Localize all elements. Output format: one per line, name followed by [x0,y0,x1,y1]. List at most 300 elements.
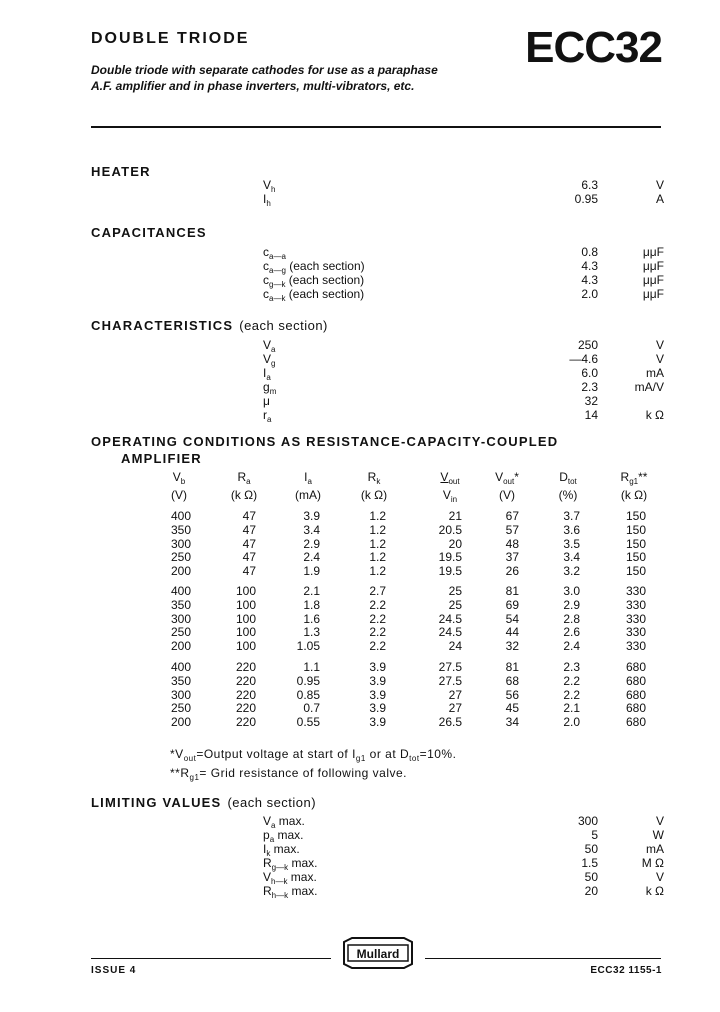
column-header [149,470,209,484]
table-cell: 1.2 [369,564,386,579]
table-cell: 26.5 [438,715,462,730]
table-cell: 3.9 [369,673,386,688]
capacitance-value: 4.3 [581,273,598,287]
limiting-heading [91,795,316,810]
table-cell: 400 [170,584,191,598]
note1-b: =Output voltage at start of I [196,747,356,761]
table-cell: 100 [235,597,256,612]
symbol-suffix: max. [275,814,305,828]
mullard-logo [338,934,418,972]
table-cell: 2.9 [303,536,320,551]
table-cell: 32 [505,639,519,654]
symbol-letter: V [263,338,272,352]
heater-value: 0.95 [574,192,598,206]
column-subscript: a [246,477,251,486]
limiting-unit: V [655,814,664,828]
column-header [538,470,598,484]
note2-b: = Grid resistance of following valve. [199,766,408,780]
symbol-subscript: a [266,373,271,382]
table-cell: 1.05 [296,639,320,654]
logo-text: Mullard [356,947,400,961]
issue-label: ISSUE 4 [91,965,137,976]
table-cell: 67 [505,509,519,523]
table-cell: 680 [625,701,646,716]
capacitance-row [0,273,720,287]
table-cell: 1.1 [303,660,320,674]
symbol-subscript: g—k [271,863,289,872]
table-cell: 25 [448,597,462,612]
characteristic-unit: V [655,352,664,366]
limiting-row [0,870,720,884]
capacitance-symbol [263,245,286,259]
column-unit [278,488,338,502]
column-subscript: b [180,477,186,486]
characteristic-unit: mA [646,366,664,380]
limiting-value: 5 [591,828,598,842]
capacitances-heading: CAPACITANCES [91,225,207,240]
table-cell: 150 [625,522,646,537]
symbol-subscript: a [267,415,272,424]
table-cell: 250 [170,625,191,640]
table-cell: 350 [170,522,191,537]
table-cell: 19.5 [438,550,462,565]
table-cell: 350 [170,597,191,612]
limiting-value: 50 [584,842,598,856]
table-cell: 1.2 [369,522,386,537]
limiting-value: 300 [577,814,598,828]
note1-sub2: g1 [355,754,366,763]
table-cell: 220 [235,673,256,688]
column-subscript: tot [567,477,577,486]
characteristic-value: 250 [577,338,598,352]
table-row [0,639,720,653]
column-unit [420,488,480,502]
table-cell: 400 [170,660,191,674]
table-row [0,564,720,578]
capacitance-unit: μμF [642,273,664,287]
table-cell: 2.4 [303,550,320,565]
table-cell: 81 [505,584,519,598]
column-unit-text: (V) [171,488,187,502]
note2-sub: g1 [189,773,200,782]
note1-a: *V [170,747,184,761]
symbol-letter: I [263,366,267,380]
table-cell: 1.6 [303,611,320,626]
document-ref: ECC32 1155-1 [590,965,662,976]
column-unit-text: (%) [558,488,578,502]
characteristic-symbol [263,380,276,394]
symbol-letter: V [263,870,272,884]
table-row [0,715,720,729]
column-header [278,470,338,484]
table-cell: 26 [505,564,519,579]
table-cell: 81 [505,660,519,674]
symbol-suffix: max. [287,870,317,884]
symbol-letter: g [263,380,270,394]
table-cell: 47 [242,564,256,579]
table-cell: 3.9 [369,687,386,702]
symbol-subscript: a—k [269,294,286,303]
table-row [0,537,720,551]
table-cell: 56 [505,687,519,702]
table-cell: 0.85 [296,687,320,702]
limiting-unit: M Ω [641,856,664,870]
page-title: DOUBLE TRIODE [91,30,250,47]
capacitance-value: 4.3 [581,259,598,273]
limiting-unit: k Ω [645,884,664,898]
table-cell: 2.2 [369,639,386,654]
column-mark: ** [638,470,648,484]
table-cell: 100 [235,625,256,640]
capacitance-row [0,287,720,301]
capacitance-value: 0.8 [581,245,598,259]
characteristic-symbol [263,394,270,408]
table-cell: 3.5 [563,536,580,551]
table-cell: 44 [505,625,519,640]
table-row [0,660,720,674]
table-cell: 300 [170,536,191,551]
column-unit [344,488,404,502]
table-cell: 27.5 [438,660,462,674]
column-symbol: R [367,470,377,484]
operating-heading: OPERATING CONDITIONS AS RESISTANCE-CAPACITY-COUPLED [91,434,559,449]
table-row [0,598,720,612]
table-cell: 19.5 [438,564,462,579]
symbol-subscript: a [269,835,275,844]
symbol-letter: μ [263,394,270,408]
symbol-subscript: a [271,821,276,830]
symbol-letter: c [263,245,269,259]
table-row [0,625,720,639]
column-header [214,470,274,484]
symbol-suffix: max. [270,842,300,856]
symbol-subscript: m [269,387,277,396]
table-cell: 2.2 [369,611,386,626]
characteristic-row [0,394,720,408]
header-rule [91,126,661,128]
capacitance-unit: μμF [642,287,664,301]
table-cell: 21 [448,509,462,523]
table-cell: 47 [242,522,256,537]
footer-rule-right [425,958,661,959]
table-cell: 24.5 [438,611,462,626]
table-cell: 680 [625,687,646,702]
column-symbol: D [559,470,568,484]
capacitance-symbol [263,259,365,273]
table-cell: 100 [235,584,256,598]
table-cell: 3.4 [303,522,320,537]
characteristic-row [0,380,720,394]
table-cell: 150 [625,536,646,551]
table-row [0,612,720,626]
table-cell: 150 [625,564,646,579]
characteristic-row [0,338,720,352]
table-cell: 47 [242,509,256,523]
column-unit-text: (k Ω) [360,488,388,502]
table-cell: 200 [170,639,191,654]
table-cell: 25 [448,584,462,598]
column-unit [604,488,664,502]
characteristic-value: 32 [584,394,598,408]
limiting-value: 50 [584,870,598,884]
symbol-suffix: (each section) [285,259,365,273]
column-header [420,470,480,484]
table-cell: 2.3 [563,660,580,674]
limiting-symbol [263,870,317,884]
column-header [477,470,537,484]
table-cell: 68 [505,673,519,688]
table-cell: 1.8 [303,597,320,612]
limiting-value: 1.5 [581,856,598,870]
table-cell: 0.95 [296,673,320,688]
table-cell: 54 [505,611,519,626]
symbol-letter: V [263,352,272,366]
symbol-subscript: h—k [271,877,288,886]
table-cell: 2.9 [563,597,580,612]
table-cell: 2.6 [563,625,580,640]
column-unit [538,488,598,502]
table-cell: 47 [242,536,256,551]
operating-heading-2: AMPLIFIER [121,451,202,466]
limiting-unit: mA [646,842,664,856]
symbol-letter: r [263,408,267,422]
capacitance-row [0,259,720,273]
table-cell: 200 [170,564,191,579]
table-cell: 2.2 [369,597,386,612]
table-cell: 680 [625,673,646,688]
table-cell: 37 [505,550,519,565]
characteristic-row [0,408,720,422]
characteristic-value: 14 [584,408,598,422]
table-cell: 400 [170,509,191,523]
symbol-subscript: k [266,849,271,858]
column-subscript: out [503,477,515,486]
table-cell: 45 [505,701,519,716]
table-cell: 1.9 [303,564,320,579]
limiting-row [0,842,720,856]
limiting-unit: W [652,828,664,842]
characteristic-symbol [263,366,271,380]
table-cell: 2.4 [563,639,580,654]
limiting-subheading: (each section) [227,795,317,810]
heater-symbol [263,178,275,192]
table-row [0,688,720,702]
column-subscript: out [448,477,460,486]
characteristic-symbol [263,408,271,422]
table-cell: 200 [170,715,191,730]
column-unit-text: (mA) [295,488,321,502]
table-cell: 1.3 [303,625,320,640]
table-cell: 2.1 [563,701,580,716]
symbol-subscript: a—a [269,252,286,261]
note-rg1 [170,766,407,780]
heater-value: 6.3 [581,178,598,192]
table-cell: 27 [448,687,462,702]
characteristics-heading [91,318,328,333]
characteristic-row [0,352,720,366]
heater-row [0,178,720,192]
table-cell: 3.9 [303,509,320,523]
table-cell: 220 [235,660,256,674]
column-symbol: V [172,470,181,484]
table-cell: 20.5 [438,522,462,537]
symbol-suffix: max. [288,856,318,870]
characteristic-unit: V [655,338,664,352]
heater-unit: V [655,178,664,192]
symbol-subscript: h [266,199,271,208]
table-cell: 24.5 [438,625,462,640]
symbol-suffix: max. [288,884,318,898]
table-cell: 2.8 [563,611,580,626]
heater-symbol [263,192,271,206]
table-cell: 250 [170,701,191,716]
table-cell: 69 [505,597,519,612]
table-cell: 34 [505,715,519,730]
characteristic-unit: mA/V [634,380,664,394]
symbol-letter: R [263,856,272,870]
column-unit-text: (k Ω) [620,488,648,502]
symbol-letter: c [263,259,269,273]
table-cell: 680 [625,715,646,730]
table-cell: 250 [170,550,191,565]
table-cell: 2.0 [563,715,580,730]
table-cell: 300 [170,687,191,702]
table-cell: 1.2 [369,509,386,523]
table-cell: 300 [170,611,191,626]
note1-d: =10%. [419,747,457,761]
column-symbol: R [237,470,247,484]
table-cell: 330 [625,625,646,640]
column-unit-text: (V) [499,488,515,502]
column-unit-text: V [442,488,451,502]
characteristic-unit: k Ω [645,408,664,422]
column-mark: * [514,470,519,484]
heater-heading: HEATER [91,164,151,179]
table-cell: 2.1 [303,584,320,598]
symbol-letter: V [263,178,272,192]
table-cell: 350 [170,673,191,688]
characteristic-symbol [263,352,275,366]
column-unit-text: (k Ω) [230,488,258,502]
characteristic-value: 2.3 [581,380,598,394]
table-cell: 100 [235,611,256,626]
column-symbol: I [304,470,308,484]
table-cell: 27 [448,701,462,716]
table-row [0,523,720,537]
table-cell: 150 [625,550,646,565]
table-row [0,674,720,688]
limiting-row [0,884,720,898]
table-row [0,584,720,598]
column-subscript: k [376,477,381,486]
note-vout [170,747,456,761]
table-cell: 3.0 [563,584,580,598]
symbol-letter: c [263,287,269,301]
footer-rule-left [91,958,331,959]
table-cell: 0.55 [296,715,320,730]
column-header [604,470,664,484]
symbol-letter: I [263,842,267,856]
symbol-letter: c [263,273,269,287]
table-row [0,550,720,564]
column-subscript: g1 [629,477,639,486]
symbol-letter: R [263,884,272,898]
limiting-row [0,828,720,842]
symbol-subscript: g [271,359,276,368]
table-cell: 0.7 [303,701,320,716]
table-cell: 220 [235,715,256,730]
characteristic-row [0,366,720,380]
table-cell: 24 [448,639,462,654]
column-unit [149,488,209,502]
column-unit [477,488,537,502]
note2-a: **R [170,766,190,780]
limiting-title: LIMITING VALUES [91,795,222,810]
symbol-suffix: (each section) [285,287,365,301]
table-cell: 2.2 [563,673,580,688]
table-row [0,509,720,523]
table-cell: 2.2 [369,625,386,640]
table-cell: 220 [235,701,256,716]
heater-unit: A [655,192,664,206]
column-symbol: R [620,470,630,484]
table-row [0,701,720,715]
limiting-symbol [263,884,317,898]
note1-c: or at D [365,747,410,761]
capacitance-row [0,245,720,259]
table-cell: 3.4 [563,550,580,565]
column-header [344,470,404,484]
table-cell: 330 [625,597,646,612]
table-cell: 3.9 [369,715,386,730]
characteristics-title: CHARACTERISTICS [91,318,234,333]
table-cell: 3.2 [563,564,580,579]
column-subscript: a [307,477,312,486]
capacitance-value: 2.0 [581,287,598,301]
table-cell: 330 [625,611,646,626]
table-cell: 680 [625,660,646,674]
limiting-symbol [263,842,300,856]
table-cell: 330 [625,584,646,598]
symbol-subscript: a—g [269,266,286,275]
characteristic-value: 6.0 [581,366,598,380]
symbol-letter: p [263,828,270,842]
table-cell: 57 [505,522,519,537]
column-symbol: V [495,470,504,484]
column-unit-subscript: in [450,495,458,504]
limiting-row [0,856,720,870]
note1-sub: out [183,754,197,763]
symbol-letter: I [263,192,267,206]
limiting-symbol [263,828,303,842]
characteristic-value: —4.6 [569,352,598,366]
table-cell: 47 [242,550,256,565]
table-cell: 27.5 [438,673,462,688]
capacitance-symbol [263,287,364,301]
table-cell: 20 [448,536,462,551]
table-cell: 330 [625,639,646,654]
description: Double triode with separate cathodes for use as a paraphase A.F. amplifier and in phase inverters, multi-vibrators, etc. [91,63,438,93]
table-cell: 3.6 [563,522,580,537]
symbol-suffix: (each section) [285,273,365,287]
table-cell: 3.9 [369,660,386,674]
limiting-symbol [263,814,305,828]
tube-type: ECC32 [525,23,662,72]
limiting-row [0,814,720,828]
heater-row [0,192,720,206]
table-cell: 2.7 [369,584,386,598]
table-cell: 3.9 [369,701,386,716]
